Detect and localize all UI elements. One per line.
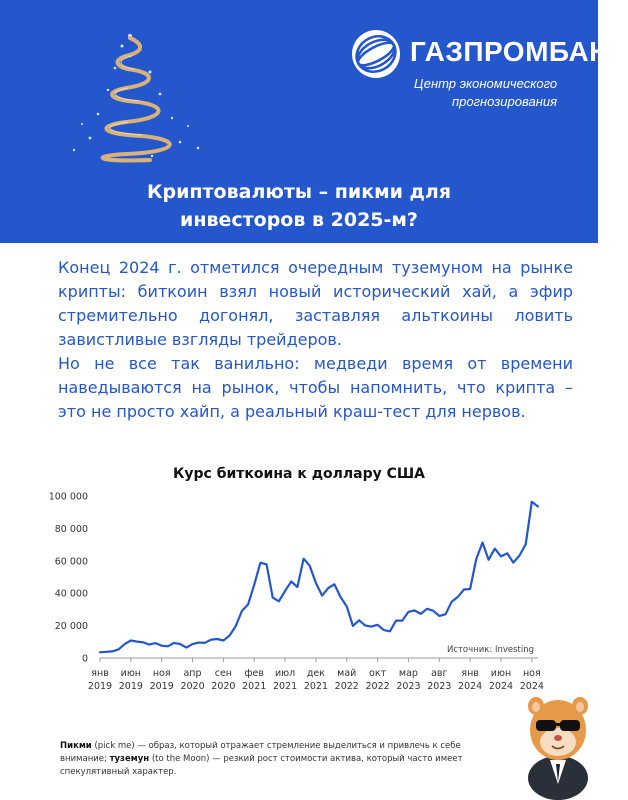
page-title-line1: Криптовалюты – пикми для	[146, 181, 452, 203]
chart-title: Курс биткоина к доллару США	[172, 466, 426, 482]
btc-price-line	[100, 502, 538, 653]
x-tick-label-year: 2024	[488, 681, 514, 692]
x-tick-label-month: авг	[431, 668, 448, 679]
x-tick-label-year: 2024	[519, 681, 544, 692]
brand-subtitle: Центр экономического	[414, 76, 558, 91]
y-tick-label: 20 000	[54, 621, 88, 633]
x-tick-label-year: 2019	[87, 681, 113, 692]
y-tick-label: 0	[81, 653, 88, 665]
x-tick-label-month: окт	[369, 668, 387, 679]
y-tick-label: 80 000	[54, 523, 88, 535]
x-tick-label-year: 2023	[427, 681, 452, 692]
x-tick-label-year: 2021	[242, 681, 267, 692]
x-tick-label-month: апр	[183, 668, 202, 679]
x-tick-label-year: 2023	[396, 681, 421, 692]
x-tick-label-month: янв	[461, 668, 479, 679]
x-tick-label-month: июн	[120, 668, 142, 679]
definition-pikmi: (pick me) — образ, который отражает стремление выделиться и привлечь к себе внимание;	[60, 741, 461, 764]
article-paragraph-1: Конец 2024 г. отметился очередным туземуном на рынке крипты: биткоин взял новый исторический хай, а эфир стремительно догонял, заставляя альткоины ловить завистливые взгляды трейдеров.	[58, 258, 573, 349]
gazprombank-logo-icon	[352, 30, 400, 78]
x-tick-label-year: 2022	[365, 681, 390, 692]
x-tick-label-year: 2019	[149, 681, 174, 692]
x-tick-label-year: 2024	[458, 681, 483, 692]
x-tick-label-month: сен	[214, 668, 233, 679]
glossary-footnote	[60, 740, 510, 779]
header-banner	[0, 0, 628, 243]
x-tick-label-month: июл	[274, 668, 296, 679]
x-tick-label-month: ноя	[152, 668, 171, 679]
x-tick-label-month: ноя	[522, 668, 541, 679]
term-pikmi: Пикми	[60, 741, 92, 751]
x-tick-label-month: фев	[244, 668, 265, 679]
article-paragraph-2: Но не все так ванильно: медведи время от времени наведываются на рынок, чтобы напомнить, что крипта – это не просто хайп, а реальный краш-тест для нервов.	[58, 354, 573, 421]
chart-source-note: Источник: Investing	[446, 645, 534, 655]
bitcoin-price-chart	[0, 484, 598, 704]
x-tick-label-year: 2022	[334, 681, 359, 692]
definition-tuzemun: (to the Moon) — резкий рост стоимости актива, который часто имеет спекулятивный характер.	[60, 754, 463, 777]
x-tick-label-month: янв	[91, 668, 109, 679]
x-tick-label-month: мар	[398, 668, 418, 679]
x-tick-label-year: 2020	[180, 681, 205, 692]
x-tick-label-year: 2020	[211, 681, 236, 692]
hamster-mascot-illustration	[520, 686, 598, 800]
y-tick-label: 40 000	[54, 588, 88, 600]
x-tick-label-year: 2021	[303, 681, 329, 692]
x-tick-label-year: 2019	[118, 681, 143, 692]
page-title	[80, 178, 518, 234]
y-tick-label: 60 000	[54, 556, 88, 568]
y-tick-label: 100 000	[48, 491, 88, 503]
brand-subtitle-continued: прогнозирования	[452, 94, 558, 109]
christmas-tree-illustration	[60, 28, 210, 168]
x-tick-label-month: июн	[490, 668, 512, 679]
x-tick-label-month: май	[337, 668, 357, 679]
article-body	[58, 256, 573, 424]
term-tuzemun: туземун	[109, 754, 150, 764]
brand-block	[352, 30, 628, 120]
brand-name: ГАЗПРОМБАНК	[410, 36, 628, 67]
x-tick-label-year: 2021	[272, 681, 298, 692]
page-title-line2: инвесторов в 2025-м?	[180, 209, 418, 231]
x-tick-label-month: дек	[306, 668, 325, 679]
